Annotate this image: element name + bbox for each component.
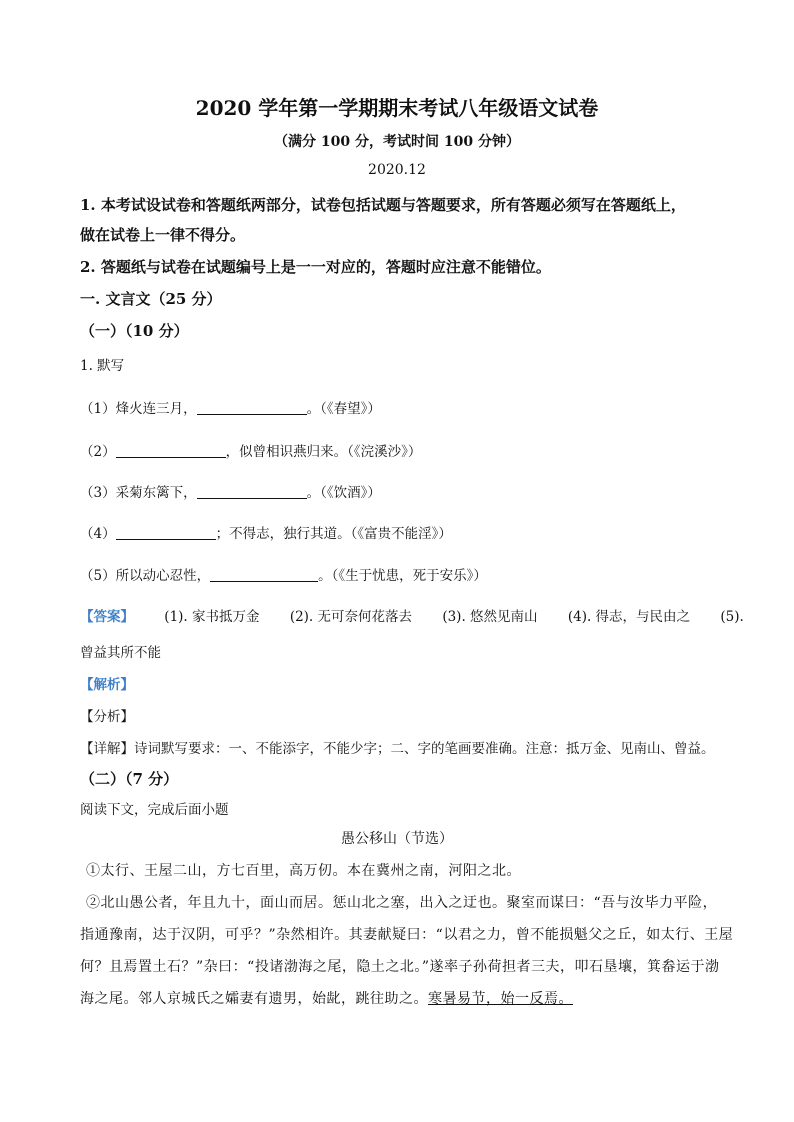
- answer-4: (4). 得志，与民由之: [567, 609, 691, 625]
- part-two-heading: （二）（7 分）: [80, 770, 179, 788]
- detail-line: [80, 737, 715, 757]
- answer-tag: 【答案】: [80, 609, 134, 625]
- part-one-heading: （一）（10 分）: [80, 322, 189, 340]
- passage-paragraph-1: ①太行、王屋二山，方七百里，高万仞。本在冀州之南，河阳之北。: [86, 863, 521, 879]
- instruction-line-1: 1. 本考试设试卷和答题纸两部分，试卷包括试题与答题要求，所有答题必须写在答题纸上，: [80, 196, 686, 214]
- answer-blank: [197, 484, 307, 499]
- passage-paragraph-2-line-1: ②北山愚公者，年且九十，面山而居。惩山北之塞，出入之迂也。聚室而谋曰：“吾与汝毕力平险，: [86, 895, 718, 911]
- section-heading-classical: 一. 文言文（25 分）: [80, 290, 222, 308]
- underlined-phrase: 寒暑易节，始一反焉。: [428, 991, 573, 1007]
- fill-item-2: （2） ，似曾相识燕归来。（《浣溪沙》）: [80, 444, 422, 460]
- answer-5: (5).: [720, 609, 744, 625]
- analysis-tag: 【解析】: [80, 677, 134, 693]
- answer-blank: [197, 400, 307, 415]
- fill-item-1: （1）烽火连三月， 。（《春望》）: [80, 401, 381, 417]
- answer-continuation: 曾益其所不能: [80, 645, 161, 661]
- answer-line: [80, 605, 744, 625]
- instruction-line-2: 做在试卷上一律不得分。: [80, 226, 246, 244]
- answer-1: (1). 家书抵万金: [164, 609, 260, 625]
- fill-item-4: （4） ；不得志，独行其道。（《富贵不能淫》）: [80, 526, 452, 542]
- detail-tag: 【详解】: [80, 741, 134, 757]
- answer-blank: [210, 567, 318, 582]
- page-title: 2020 学年第一学期期末考试八年级语文试卷: [195, 96, 599, 120]
- question-1-label: 1. 默写: [80, 358, 125, 374]
- instruction-line-3: 2. 答题纸与试卷在试题编号上是一一对应的，答题时应注意不能错位。: [80, 258, 551, 276]
- exam-date: 2020.12: [368, 162, 426, 178]
- passage-paragraph-2-line-4: 海之尾。邻人京城氏之孀妻有遗男，始龀，跳往助之。寒暑易节，始一反焉。: [80, 991, 573, 1007]
- answer-2: (2). 无可奈何花落去: [289, 609, 413, 625]
- passage-title: 愚公移山（节选）: [341, 831, 453, 847]
- passage-paragraph-2-line-2: 指通豫南，达于汉阴，可乎？”杂然相许。其妻献疑曰：“以君之力，曾不能损魁父之丘，如太行、王屋: [80, 927, 734, 943]
- fenxi-label: 【分析】: [80, 709, 134, 725]
- answer-blank: [116, 443, 226, 458]
- detail-text: 诗词默写要求：一、不能添字，不能少字；二、字的笔画要准确。注意：抵万金、见南山、曾益。: [134, 741, 715, 757]
- fill-item-3: （3）采菊东篱下， 。（《饮酒》）: [80, 485, 381, 501]
- passage-paragraph-2-line-3: 何？且焉置土石？”杂曰：“投诸渤海之尾，隐土之北。”遂率子孙荷担者三夫，叩石垦壤，箕畚运于渤: [80, 959, 720, 975]
- answer-3: (3). 悠然见南山: [442, 609, 538, 625]
- exam-subtitle: （满分 100 分，考试时间 100 分钟）: [274, 134, 520, 150]
- fill-item-5: （5）所以动心忍性， 。（《生于忧患，死于安乐》）: [80, 568, 487, 584]
- answer-blank: [116, 525, 216, 540]
- reading-instruction: 阅读下文，完成后面小题: [80, 802, 229, 818]
